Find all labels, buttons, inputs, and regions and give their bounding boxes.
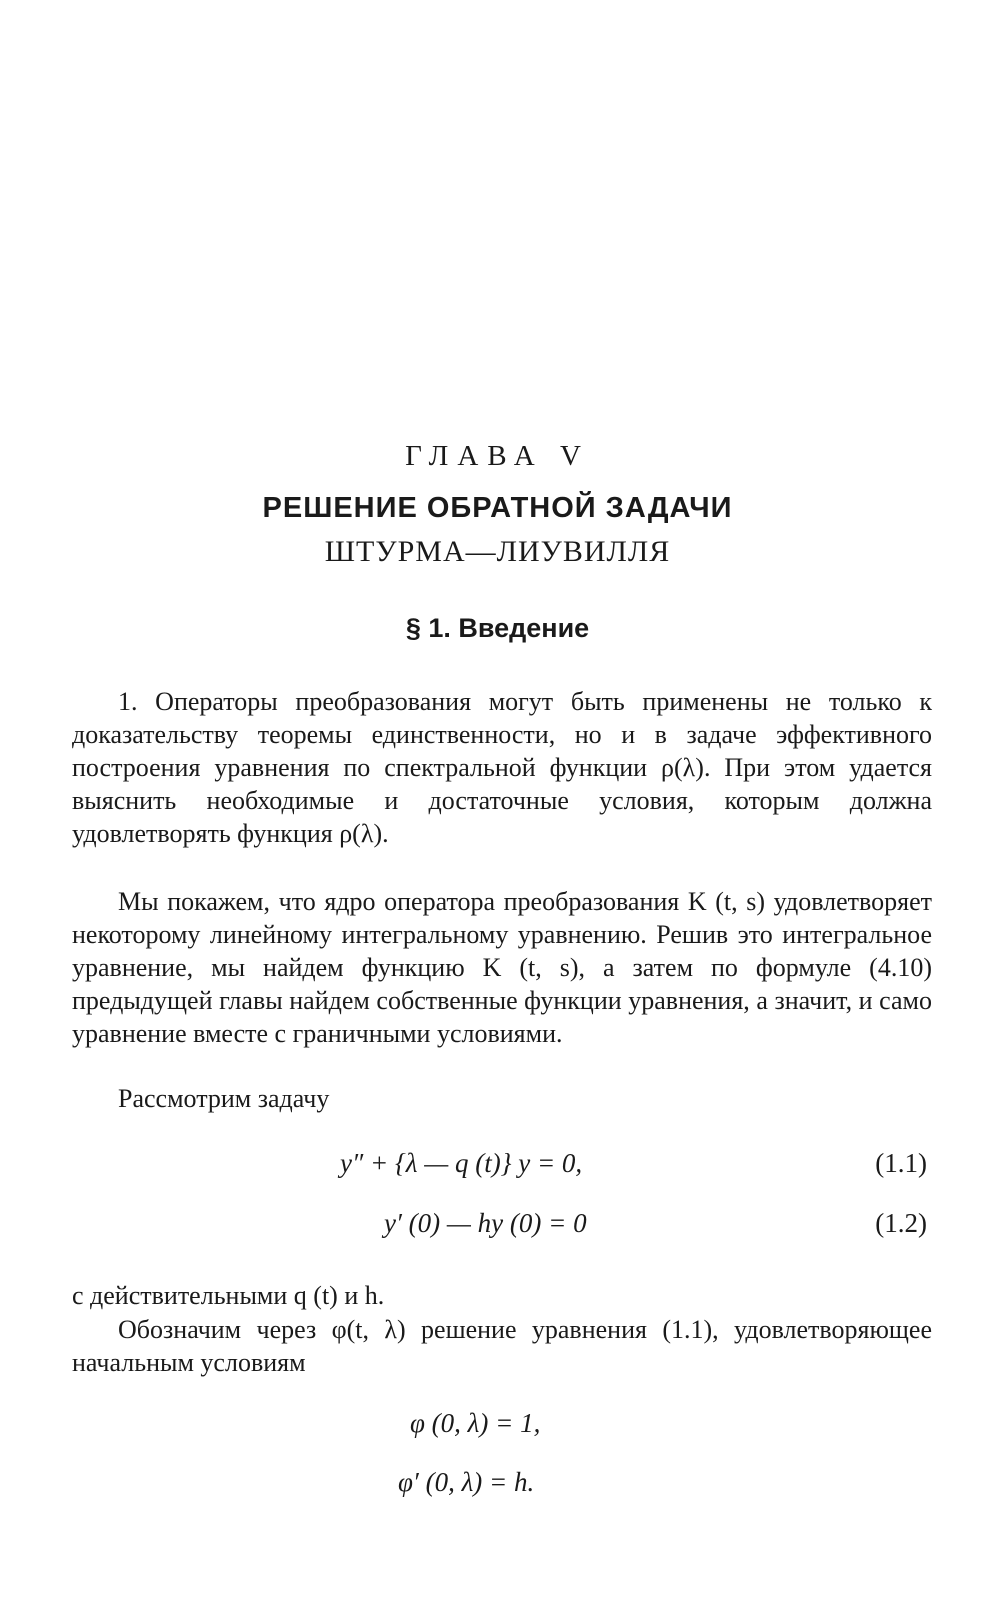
chapter-title-line-2: ШТУРМА—ЛИУВИЛЛЯ: [324, 535, 671, 568]
paragraph-3: Рассмотрим задачу: [118, 1084, 330, 1113]
equation-1-2-number: (1.2): [875, 1208, 927, 1238]
equation-1-1-number: (1.1): [875, 1148, 927, 1178]
initial-condition-1: φ (0, λ) = 1,: [410, 1408, 541, 1438]
equation-1-2: y′ (0) — hy (0) = 0: [384, 1208, 587, 1238]
chapter-heading: ГЛАВА V: [405, 440, 590, 472]
paragraph-4: с действительными q (t) и h.: [72, 1281, 385, 1310]
chapter-title-line-1: РЕШЕНИЕ ОБРАТНОЙ ЗАДАЧИ: [262, 492, 733, 524]
paragraph-5: Обозначим через φ(t, λ) решение уравнения (1.1), удовлетворяющее начальным условиям: [72, 1315, 932, 1377]
paragraph-2: Мы покажем, что ядро оператора преобразования K (t, s) удовлетворяет некоторому линейному интегральному уравнению. Решив это интегральное уравнение, мы найдем функцию K (t, s), а затем по формуле (4.10) предыдущей главы найдем собственные функции уравнения, а значит, и само уравнение вместе с граничными условиями.: [72, 887, 932, 1048]
equation-1-1: y″ + {λ — q (t)} y = 0,: [340, 1148, 583, 1178]
paragraph-1: 1. Операторы преобразования могут быть применены не только к доказательству теоремы единственности, но и в задаче эффективного построения уравнения по спектральной функции ρ(λ). При этом удается выяснить необходимые и достаточные условия, которым должна удовлетворять функция ρ(λ).: [72, 687, 932, 848]
section-heading: § 1. Введение: [405, 613, 590, 643]
initial-condition-2: φ′ (0, λ) = h.: [398, 1467, 535, 1497]
